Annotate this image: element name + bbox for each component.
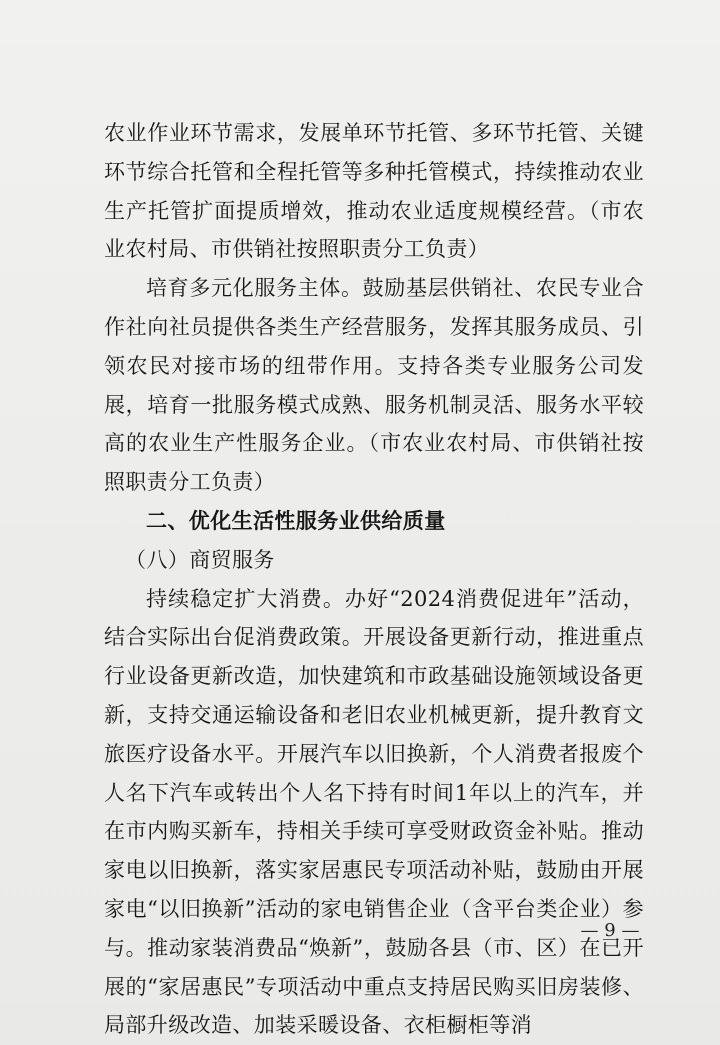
subsection-heading: （八）商贸服务 (125, 547, 275, 572)
page-number: — 9 — (580, 920, 640, 941)
section-heading: 二、优化生活性服务业供给质量 (146, 508, 446, 533)
paragraph-continued: 农业作业环节需求，发展单环节托管、多环节托管、关键环节综合托管和全程托管等多种托管模式，持续推动农业生产托管扩面提质增效，推动农业适度规模经营。（市农业农村局、市供销社按照职责分工负责） (104, 121, 644, 262)
paragraph-service-entities: 培育多元化服务主体。鼓励基层供销社、农民专业合作社向社员提供各类生产经营服务，发挥其服务成员、引领农民对接市场的纽带作用。支持各类专业服务公司发展，培育一批服务模式成熟、服务机制灵活、服务水平较高的农业生产性服务企业。（市农业农村局、市供销社按照职责分工负责） (104, 276, 644, 495)
document-body (104, 114, 644, 1045)
paragraph-consumption: 持续稳定扩大消费。办好“2024消费促进年”活动，结合实际出台促消费政策。开展设备更新行动，推进重点行业设备更新改造，加快建筑和市政基础设施领域设备更新，支持交通运输设备和老旧农业机械更新，提升教育文旅医疗设备水平。开展汽车以旧换新，个人消费者报废个人名下汽车或转出个人名下持有时间1年以上的汽车，并在市内购买新车，持相关手续可享受财政资金补贴。推动家电以旧换新，落实家居惠民专项活动补贴，鼓励由开展家电“以旧换新”活动的家电销售企业（含平台类企业）参与。推动家装消费品“焕新”，鼓励各县（市、区）在已开展的“家居惠民”专项活动中重点支持居民购买旧房装修、局部升级改造、加装采暖设备、衣柜橱柜等消 (104, 586, 644, 1038)
